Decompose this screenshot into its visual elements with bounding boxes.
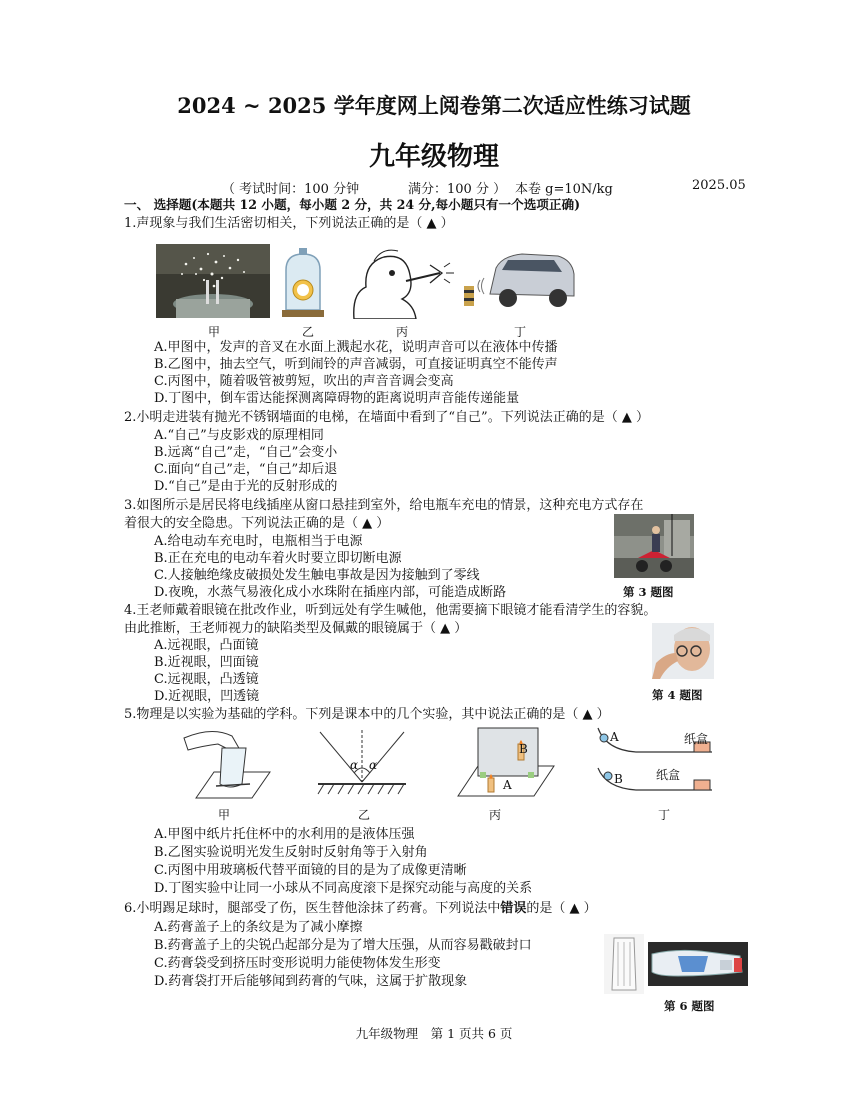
q4-option-a: A.远视眼，凸面镜 (154, 638, 259, 653)
q5-option-c: C.丙图中用玻璃板代替平面镜的目的是为了成像更清晰 (154, 863, 467, 878)
q3-option-b: B.正在充电的电动车着火时要立即切断电源 (154, 551, 402, 566)
q6-stem-pre: 6.小明踢足球时，腿部受了伤，医生替他涂抹了药膏。下列说法中 (124, 901, 501, 916)
q1-option-d: D.丁图中，倒车雷达能探测离障碍物的距离说明声音能传递能量 (154, 391, 520, 406)
q6-stem-post: 的是（ ▲ ） (526, 901, 597, 916)
q5-option-b: B.乙图实验说明光发生反射时反射角等于入射角 (154, 845, 428, 860)
q3-stem-line1: 3.如图所示是居民将电线插座从窗口悬挂到室外，给电瓶车充电的情景，这种充电方式存在 (124, 498, 644, 513)
q6-stem (124, 900, 597, 917)
q6-option-b: B.药膏盖子上的尖锐凸起部分是为了增大压强，从而容易戳破封口 (154, 938, 532, 953)
q4-stem-line1: 4.王老师戴着眼镜在批改作业，听到远处有学生喊他，他需要摘下眼镜才能看清学生的容貌。 (124, 603, 657, 618)
q6-option-a: A.药膏盖子上的条纹是为了减小摩擦 (154, 920, 363, 935)
page-footer: 九年级物理 第 1 页共 6 页 (355, 1026, 513, 1041)
q5-label-jia: 甲 (218, 808, 231, 822)
q4-option-d: D.近视眼，凹透镜 (154, 689, 260, 704)
q2-option-b: B.远离“自己”走，“自己”会变小 (154, 445, 338, 460)
q5-option-a: A.甲图中纸片托住杯中的水利用的是液体压强 (154, 827, 415, 842)
q1-option-a: A.甲图中，发声的音叉在水面上溅起水花，说明声音可以在液体中传播 (154, 340, 558, 355)
tuning-fork-splash-figure (156, 244, 270, 318)
q4-option-c: C.远视眼，凸透镜 (154, 672, 259, 687)
q5-label-ding: 丁 (658, 808, 671, 822)
q1-label-bing: 丙 (396, 325, 409, 339)
q2-option-a: A.“自己”与皮影戏的原理相同 (154, 428, 324, 443)
q5-ding-paperbox-1: 纸盒 (684, 732, 709, 746)
q1-option-c: C.丙图中，随着吸管被剪短，吹出的声音音调会变高 (154, 374, 454, 389)
ointment-cap-photo (604, 934, 644, 994)
q1-label-jia: 甲 (208, 325, 221, 339)
q6-stem-emphasis: 错误 (500, 901, 527, 916)
q5-fig-label-a: A (503, 778, 512, 792)
q6-option-c: C.药膏袋受到挤压时变形说明力能使物体发生形变 (154, 956, 441, 971)
q4-figure-caption: 第 4 题图 (652, 688, 703, 702)
q5-option-d: D.丁图实验中让同一小球从不同高度滚下是探究动能与高度的关系 (154, 881, 533, 896)
straw-cutting-figure (344, 243, 456, 319)
q1-label-ding: 丁 (514, 325, 527, 339)
q3-stem-line2: 着很大的安全隐患。下列说法正确的是（ ▲ ） (124, 516, 390, 531)
teacher-glasses-photo (652, 623, 714, 679)
q2-stem: 2.小明走进装有抛光不锈钢墙面的电梯，在墙面中看到了“自己”。下列说法正确的是（ ▲ ） (124, 410, 649, 425)
reflection-angle-label: α (369, 758, 378, 772)
ebike-charging-photo (614, 514, 694, 578)
q3-option-a: A.给电动车充电时，电瓶相当于电源 (154, 534, 363, 549)
q3-option-c: C.人接触绝缘皮破损处发生触电事故是因为接触到了零线 (154, 568, 480, 583)
incidence-angle-label: α (350, 758, 359, 772)
q5-ding-paperbox-2: 纸盒 (656, 768, 681, 782)
section-heading: 一、 选择题(本题共 12 小题，每小题 2 分，共 24 分,每小题只有一个选项正确) (124, 197, 581, 212)
q5-ding-label-a: A (610, 730, 619, 744)
q5-fig-label-b: B (519, 742, 528, 756)
exam-title: 2024 ~ 2025 学年度网上阅卷第二次适应性练习试题 (177, 93, 691, 118)
q6-figure-caption: 第 6 题图 (664, 999, 715, 1013)
q1-option-b: B.乙图中，抽去空气，听到闹铃的声音减弱，可直接证明真空不能传声 (154, 357, 558, 372)
q5-stem: 5.物理是以实验为基础的学科。下列是课本中的几个实验，其中说法正确的是（ ▲ ） (124, 707, 610, 722)
exam-date: 2025.05 (692, 178, 746, 193)
q6-option-d: D.药膏袋打开后能够闻到药膏的气味，这属于扩散现象 (154, 974, 468, 989)
exam-time: （ 考试时间：100 分钟 (222, 182, 360, 197)
q3-figure-caption: 第 3 题图 (623, 585, 674, 599)
q1-stem: 1.声现象与我们生活密切相关，下列说法正确的是（ ▲ ） (124, 216, 454, 231)
q2-option-c: C.面向“自己”走，“自己”却后退 (154, 462, 338, 477)
reversing-radar-car-figure (462, 244, 578, 310)
cup-paper-water-figure (182, 726, 272, 800)
ointment-tube-photo (648, 942, 748, 986)
q5-label-bing: 丙 (489, 808, 502, 822)
q4-option-b: B.近视眼，凹面镜 (154, 655, 259, 670)
light-reflection-figure (312, 726, 412, 798)
bell-jar-alarm-figure (280, 248, 326, 318)
q3-option-d: D.夜晚，水蒸气易液化成小水珠附在插座内部，可能造成断路 (154, 585, 507, 600)
exam-score: 满分：100 分 ） (408, 182, 507, 197)
gravity-constant: 本卷 g=10N/kg (515, 182, 613, 197)
exam-subtitle: 九年级物理 (368, 142, 499, 172)
q1-label-yi: 乙 (302, 325, 315, 339)
q5-ding-label-b: B (614, 772, 623, 786)
q2-option-d: D.“自己”是由于光的反射形成的 (154, 479, 338, 494)
q5-label-yi: 乙 (358, 808, 371, 822)
q4-stem-line2: 由此推断，王老师视力的缺陷类型及佩戴的眼镜属于（ ▲ ） (124, 621, 468, 636)
